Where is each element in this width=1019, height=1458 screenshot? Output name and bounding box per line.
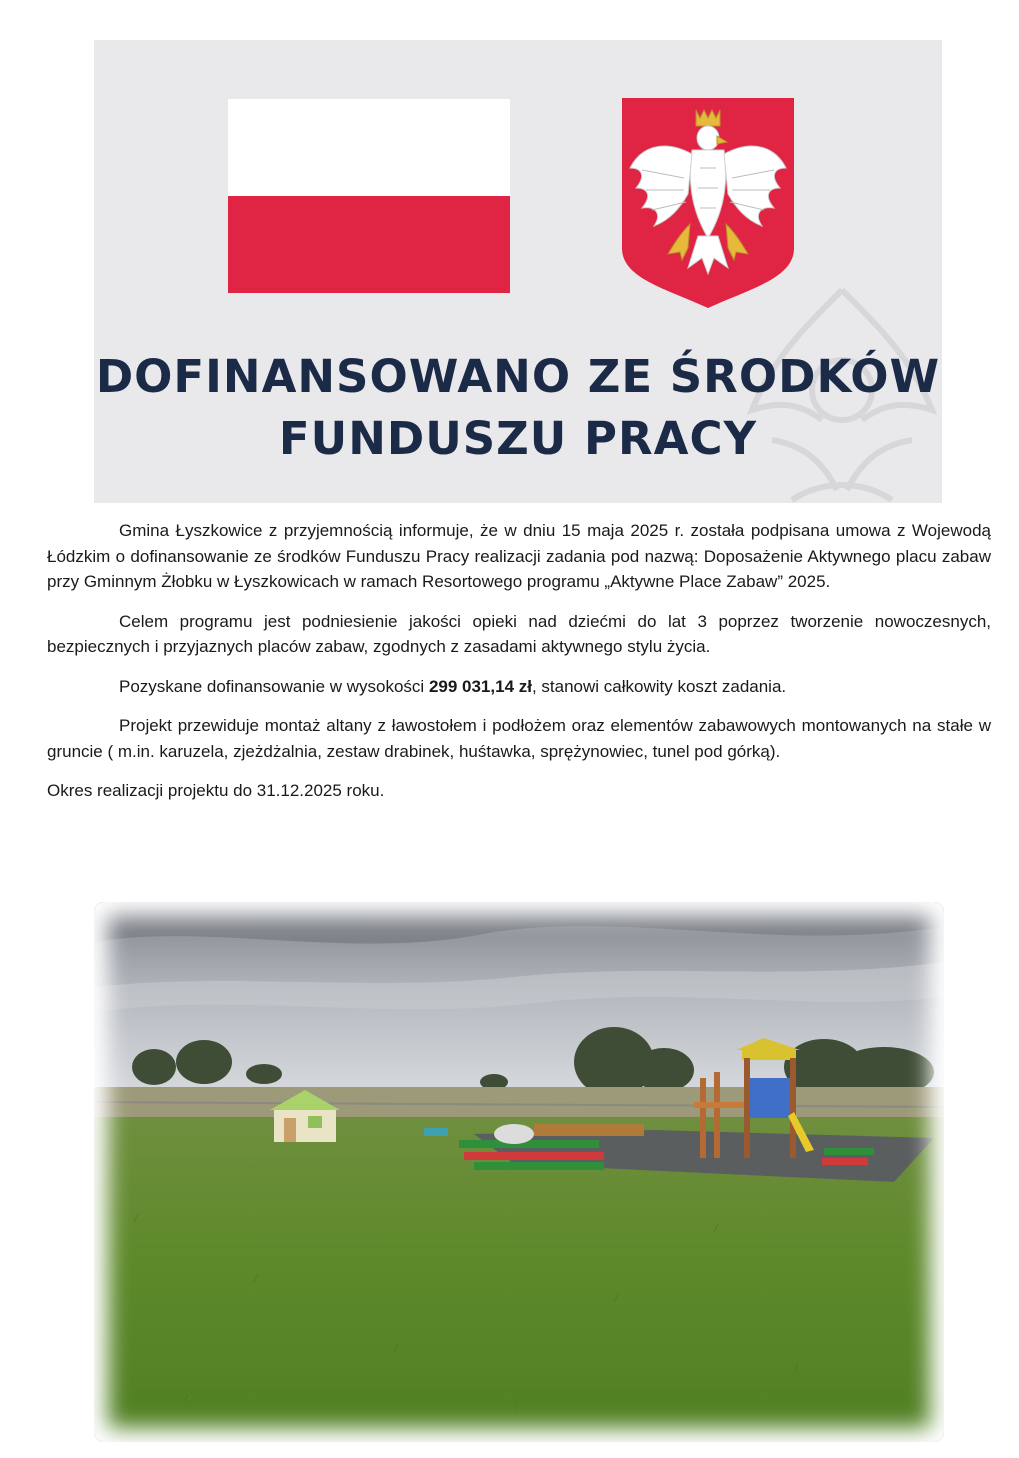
paragraph-program-goal: Celem programu jest podniesienie jakości opieki nad dziećmi do lat 3 poprzez tworzenie nowoczesnych, bezpiecznych i przyjaznych placów zabaw, zgodnych z zasadami aktywnego stylu życia.	[47, 611, 991, 656]
flag-white-stripe	[228, 99, 510, 196]
funding-text-after: , stanowi całkowity koszt zadania.	[531, 676, 787, 696]
funding-banner	[94, 40, 942, 503]
announcement-text	[47, 518, 991, 818]
banner-title-line2: FUNDUSZU PRACY	[278, 412, 758, 465]
banner-title-line1: DOFINANSOWANO ZE ŚRODKÓW	[95, 350, 941, 403]
playground-photo-icon	[94, 902, 944, 1442]
polish-eagle-emblem-icon	[622, 98, 794, 308]
flag-red-stripe	[228, 196, 510, 293]
funding-text-before: Pozyskane dofinansowanie w wysokości	[119, 676, 429, 696]
paragraph-funding-amount	[47, 674, 991, 700]
paragraph-project-scope: Projekt przewiduje montaż altany z ławostołem i podłożem oraz elementów zabawowych montowanych na stałe w gruncie ( m.in. karuzela, zjeżdżalnia, zestaw drabinek, huśtawka, sprężynowiec, tunel pod górką).	[47, 716, 991, 761]
funding-amount: 299 031,14 zł	[428, 676, 532, 696]
paragraph-deadline: Okres realizacji projektu do 31.12.2025 roku.	[47, 781, 385, 800]
paragraph-agreement: Gmina Łyszkowice z przyjemnością informuje, że w dniu 15 maja 2025 r. została podpisana umowa z Wojewodą Łódzkim o dofinansowanie ze środków Funduszu Pracy realizacji zadania pod nazwą: Doposażenie Aktywnego placu zabaw przy Gminnym Żłobku w Łyszkowicach w ramach Resortowego programu „Aktywne Place Zabaw” 2025.	[47, 521, 991, 591]
polish-flag-icon	[228, 99, 510, 293]
